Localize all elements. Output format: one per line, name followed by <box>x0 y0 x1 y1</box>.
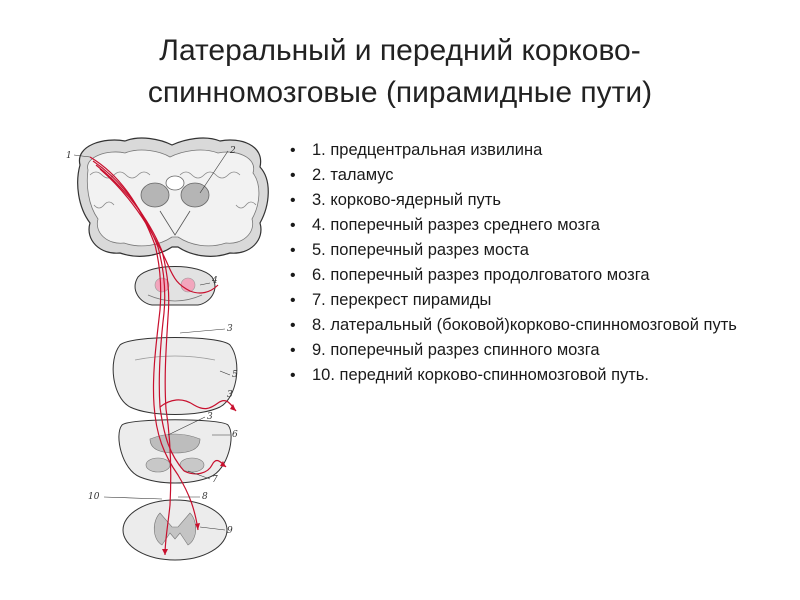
legend-item <box>290 165 760 186</box>
label-9: 9 <box>227 526 233 536</box>
midbrain-section <box>135 267 215 306</box>
diagram-svg <box>60 135 290 595</box>
title-line-1: Латеральный и передний корково- <box>159 34 641 67</box>
bullet: • <box>290 317 296 334</box>
brain-coronal-section <box>78 138 269 256</box>
legend-item <box>290 240 760 261</box>
legend-item <box>290 215 760 236</box>
legend-item <box>290 190 760 211</box>
label-3a: 3 <box>227 324 233 334</box>
legend-item-text: 10. передний корково-спинномозговой путь. <box>312 366 649 384</box>
bullet: • <box>290 217 296 234</box>
legend-item-text: 7. перекрест пирамиды <box>312 291 492 309</box>
bullet: • <box>290 292 296 309</box>
label-4: 4 <box>212 276 218 286</box>
legend-list <box>290 140 760 390</box>
bullet: • <box>290 367 296 384</box>
legend-item-text: 3. корково-ядерный путь <box>312 191 501 209</box>
legend-item <box>290 140 760 161</box>
bullet: • <box>290 267 296 284</box>
label-10: 10 <box>88 492 100 502</box>
label-1: 1 <box>66 151 72 161</box>
legend-item-text: 4. поперечный разрез среднего мозга <box>312 216 600 234</box>
legend-item <box>290 290 760 311</box>
legend-item-text: 5. поперечный разрез моста <box>312 241 529 259</box>
medulla-section <box>119 420 231 483</box>
legend-item <box>290 340 760 361</box>
bullet: • <box>290 242 296 259</box>
bullet: • <box>290 167 296 184</box>
spinal-cord-section <box>123 500 227 560</box>
label-8: 8 <box>202 492 208 502</box>
legend-item-text: 8. латеральный (боковой)корково-спинномозговой путь <box>312 316 737 334</box>
label-3b: 3 <box>207 412 213 422</box>
bullet: • <box>290 192 296 209</box>
label-3c: 3 <box>227 390 233 400</box>
bullet: • <box>290 342 296 359</box>
legend-item-text: 6. поперечный разрез продолговатого мозга <box>312 266 650 284</box>
label-7: 7 <box>212 475 218 485</box>
label-2: 2 <box>230 146 236 156</box>
title-line-2: спинномозговые (пирамидные пути) <box>147 76 653 109</box>
legend-item-text: 9. поперечный разрез спинного мозга <box>312 341 600 359</box>
legend-item <box>290 315 760 336</box>
pyramidal-tract-diagram <box>60 135 290 595</box>
legend-item <box>290 265 760 286</box>
label-5: 5 <box>232 370 238 380</box>
legend-item-text: 2. таламус <box>312 166 394 184</box>
label-6: 6 <box>232 430 238 440</box>
legend-item <box>290 365 760 386</box>
bullet: • <box>290 142 296 159</box>
legend-item-text: 1. предцентральная извилина <box>312 141 543 159</box>
slide-title <box>40 30 760 114</box>
